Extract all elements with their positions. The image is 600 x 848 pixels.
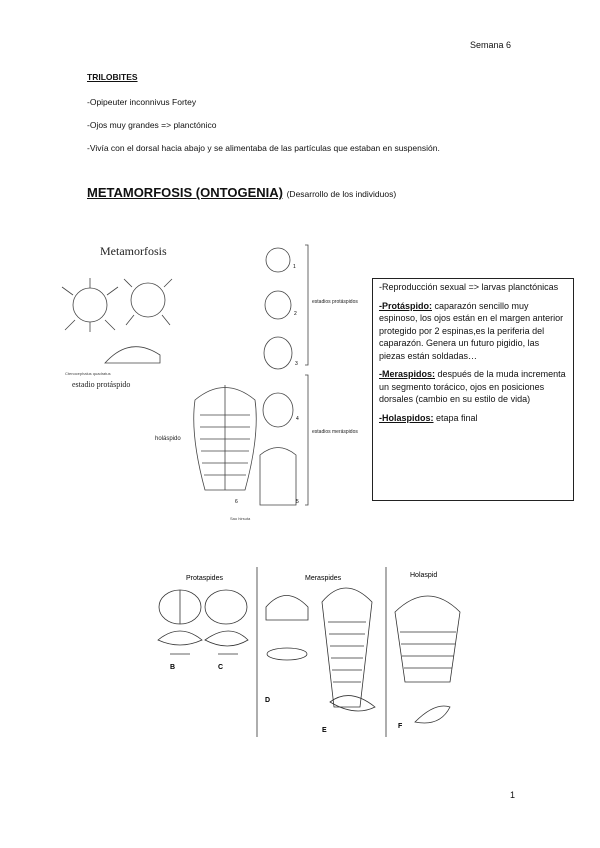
protaspid-c-drawing: [205, 590, 247, 624]
text-line: -Opipeuter inconnivus Fortey: [87, 97, 197, 107]
protaspides-label: Protaspides: [186, 575, 223, 582]
text-line: -Vivía con el dorsal hacia abajo y se alimentaba de las partículas que estaban en suspensión.: [87, 143, 440, 153]
protaspid-drawing-a: [62, 278, 118, 332]
stage-2-drawing: [265, 291, 291, 319]
description-box: [372, 278, 574, 501]
meraspides-label: Meraspides: [305, 575, 342, 582]
holaspido-label: holáspido: [155, 436, 181, 442]
stage-number: 1: [293, 264, 296, 270]
holaspid-drawing: [194, 385, 257, 490]
bracket-bottom-label: estadios meráspidos: [312, 429, 358, 435]
species-label: Ctenocephalus quadratus: [65, 371, 111, 376]
stage-number: 4: [296, 416, 299, 422]
meraspidos-label: -Meraspidos:: [379, 369, 436, 379]
meraspid-d-drawing: [266, 596, 308, 621]
stage-1-drawing: [266, 248, 290, 272]
letter-f: F: [398, 723, 403, 730]
letter-d: D: [265, 697, 271, 704]
letter-b: B: [170, 664, 176, 671]
caption-left: estadio protáspido: [72, 380, 131, 389]
section-title: TRILOBITES: [87, 72, 138, 82]
stage-3-drawing: [264, 337, 292, 369]
stage-4-drawing: [263, 393, 293, 427]
bottom-caption: Sao hirsuta: [230, 516, 251, 521]
holaspidos-text: etapa final: [433, 412, 478, 423]
bracket-top-label: estadios protáspidos: [312, 299, 358, 305]
holaspid-label: Holaspid: [410, 572, 438, 579]
box-p1: -Reproducción sexual => larvas planctónicas: [379, 282, 559, 292]
heading-note: (Desarrollo de los individuos): [286, 189, 397, 199]
stages-figure: [150, 562, 470, 742]
protaspido-label: -Protáspido:: [379, 300, 432, 311]
meraspid-e-drawing: [322, 588, 372, 707]
box-p4: [379, 412, 567, 425]
stage-number: 6: [235, 499, 238, 505]
holaspid-f-drawing: [395, 596, 460, 682]
protaspido-text: caparazón sencillo muy espinoso, los ojos están en el margen anterior protegido por 2 espinas,es la periferia del caparazón. Genera un futuro pigidio, las piezas están soldadas…: [379, 300, 564, 361]
holaspidos-label: -Holaspidos:: [379, 412, 434, 423]
page-number: 1: [510, 790, 516, 800]
stage-number: 2: [294, 311, 297, 317]
stage-5-drawing: [260, 448, 296, 506]
protaspid-drawing-c: [105, 347, 160, 363]
figure-title: Metamorfosis: [100, 244, 167, 258]
meraspidos-text: después de la muda incrementa un segmento torácico, ojos en posiciones dorsales (cambio en su estilo de vida): [379, 369, 566, 404]
week-label: Semana 6: [470, 40, 512, 50]
text-line: -Ojos muy grandes => planctónico: [87, 120, 217, 130]
stage-number: 5: [296, 499, 299, 505]
box-p3: [379, 368, 567, 406]
box-p2: [379, 300, 567, 363]
letter-c: C: [218, 664, 224, 671]
letter-e: E: [322, 727, 327, 734]
stage-number: 3: [295, 361, 298, 367]
metamorfosis-figure: [60, 235, 358, 525]
metamorfosis-heading: [87, 185, 396, 200]
protaspid-drawing-b: [124, 279, 172, 325]
heading-main: METAMORFOSIS (ONTOGENIA): [87, 185, 283, 200]
